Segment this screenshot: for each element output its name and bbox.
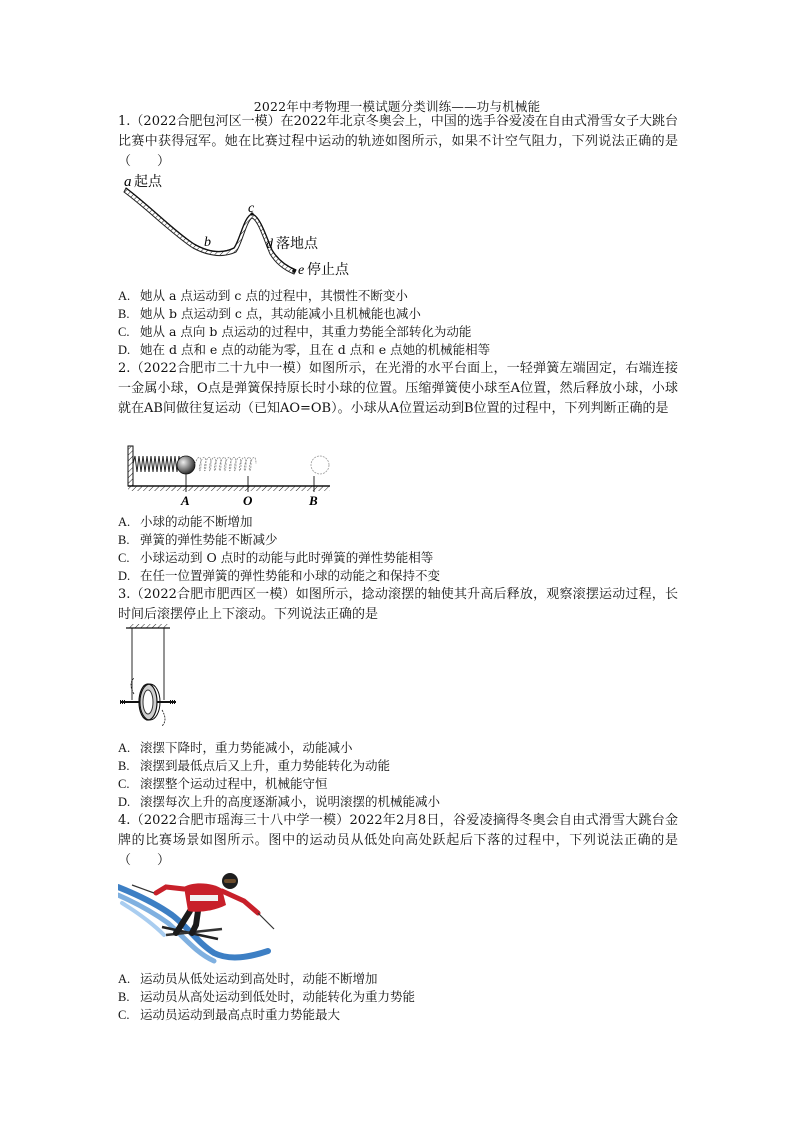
label-A: A [181,493,190,508]
question-4-skier-photo [118,865,278,969]
option-letter: C. [118,325,130,339]
document-title: 2022年中考物理一模试题分类训练——功与机械能 [253,99,541,114]
q1-option-c[interactable] [118,323,678,341]
option-letter: A. [118,289,131,303]
option-text: 小球的动能不断增加 [140,514,253,529]
option-letter: D. [118,569,131,583]
option-text: 运动员运动到最高点时重力势能最大 [140,1007,341,1022]
label-c: c [248,201,255,216]
option-text: 滚摆到最低点后又上升，重力势能转化为动能 [140,758,391,773]
label-e-text: 停止点 [307,263,349,278]
option-letter: C. [118,551,130,565]
q2-option-a[interactable] [118,513,678,531]
q3-option-d[interactable] [118,793,678,811]
label-b: b [204,235,211,250]
question-3-stem: 3.（2022合肥市肥西区一模）如图所示，捻动滚摆的轴使其升高后释放，观察滚摆运动过程，长时间后滚摆停止上下滚动。下列说法正确的是 [118,587,678,622]
option-letter: B. [118,759,130,773]
q1-option-a[interactable] [118,287,678,305]
q3-option-a[interactable] [118,739,678,757]
label-B: B [309,493,318,508]
q4-option-c[interactable] [118,1006,678,1024]
option-text: 她从 b 点运动到 c 点，其动能减小且机械能也减小 [140,306,421,321]
option-letter: D. [118,795,131,809]
label-d: d [266,237,273,252]
option-text: 滚摆下降时，重力势能减小，动能减小 [140,740,353,755]
question-1-trajectory-figure [118,170,368,282]
option-text: 滚摆整个运动过程中，机械能守恒 [140,776,328,791]
q3-option-b[interactable] [118,757,678,775]
q4-option-a[interactable] [118,970,678,988]
q2-option-c[interactable] [118,549,678,567]
question-2-spring-figure [124,442,336,508]
q1-option-b[interactable] [118,305,678,323]
option-text: 运动员从低处运动到高处时，动能不断增加 [140,971,378,986]
question-4-stem: 4.（2022合肥市瑶海三十八中学一模）2022年2月8日，谷爱凌摘得冬奥会自由式滑雪大跳台金牌的比赛场景如图所示。图中的运动员从低处向高处跃起后下落的过程中，下列说法正确的是（ ） [118,813,678,868]
option-letter: A. [118,972,131,986]
option-text: 弹簧的弹性势能不断减少 [140,532,278,547]
label-O: O [243,493,253,508]
label-e: e [298,263,305,278]
option-letter: A. [118,515,131,529]
q1-option-d[interactable] [118,341,678,359]
option-text: 她从 a 点运动到 c 点的过程中，其惯性不断变小 [140,288,408,303]
label-a: a [124,174,132,190]
option-letter: C. [118,777,130,791]
option-letter: B. [118,990,130,1004]
option-letter: D. [118,343,131,357]
q2-option-b[interactable] [118,531,678,549]
option-text: 她在 d 点和 e 点的动能为零，且在 d 点和 e 点她的机械能相等 [140,342,491,357]
q3-option-c[interactable] [118,775,678,793]
question-3-maxwell-wheel-figure [118,622,178,732]
option-text: 小球运动到 O 点时的动能与此时弹簧的弹性势能相等 [140,550,434,565]
label-a-text: 起点 [134,175,162,190]
label-d-text: 落地点 [276,237,318,252]
option-text: 运动员从高处运动到低处时，动能转化为重力势能 [140,989,416,1004]
option-text: 滚摆每次上升的高度逐渐减小，说明滚摆的机械能减小 [140,794,441,809]
option-text: 她从 a 点向 b 点运动的过程中，其重力势能全部转化为动能 [140,324,472,339]
option-letter: C. [118,1008,130,1022]
question-2-stem: 2.（2022合肥市二十九中一模）如图所示，在光滑的水平台面上，一轻弹簧左端固定，右端连接一金属小球，O点是弹簧保持原长时小球的位置。压缩弹簧使小球至A位置，然后释放小球，小球就在AB间做往复运动（已知AO=OB）。小球从A位置运动到B位置的过程中，下列判断正确的是 [118,361,678,416]
option-letter: B. [118,307,130,321]
q2-option-d[interactable] [118,567,678,585]
question-1-stem: 1.（2022合肥包河区一模）在2022年北京冬奥会上，中国的选手谷爱凌在自由式滑雪女子大跳台比赛中获得冠军。她在比赛过程中运动的轨迹如图所示，如果不计空气阻力，下列说法正确的是（ ） [118,114,678,169]
q4-option-b[interactable] [118,988,678,1006]
option-letter: B. [118,533,130,547]
option-text: 在任一位置弹簧的弹性势能和小球的动能之和保持不变 [140,568,441,583]
option-letter: A. [118,741,131,755]
